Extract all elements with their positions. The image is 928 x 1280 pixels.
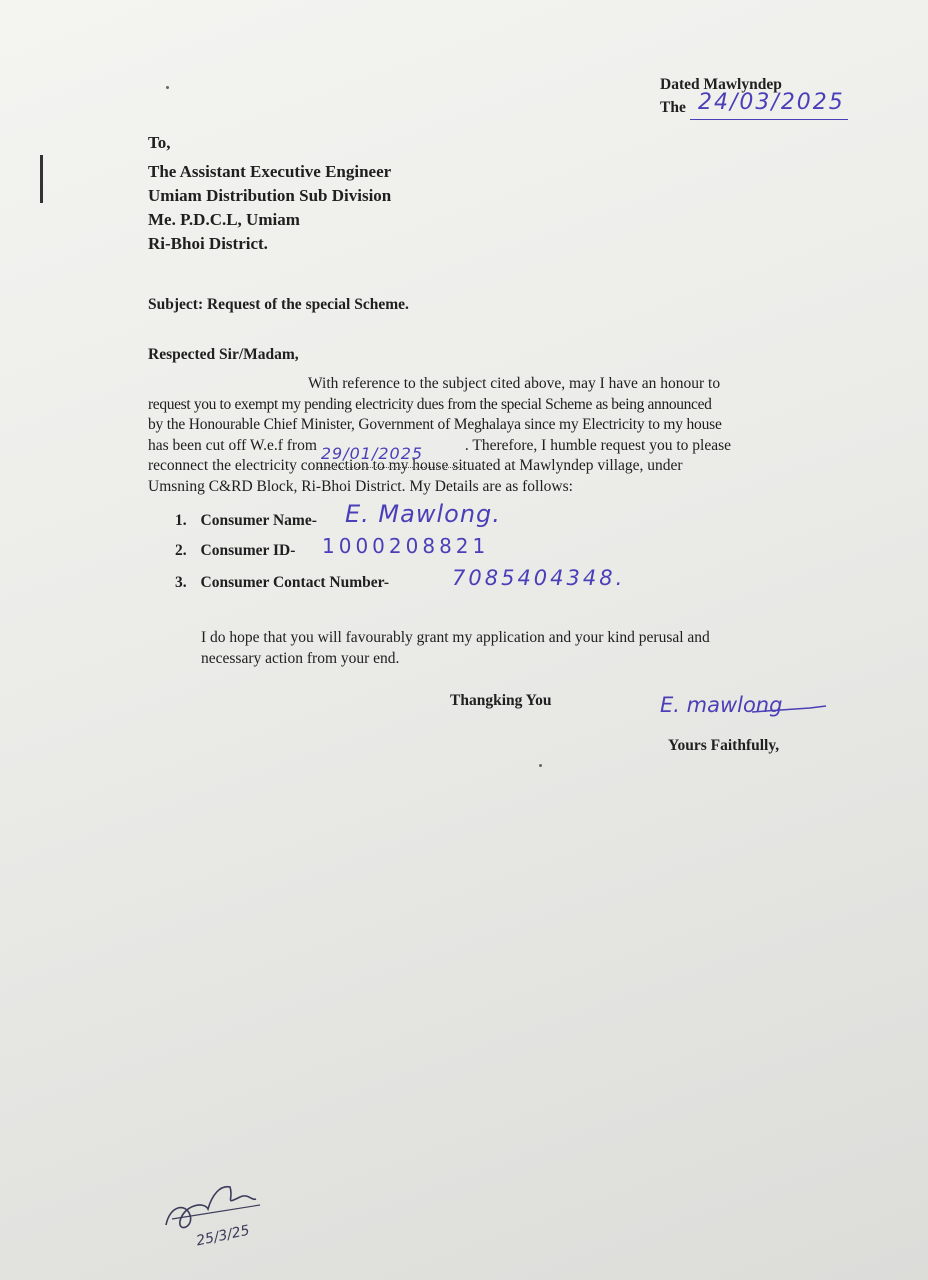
dated-label: Dated Mawlyndep: [660, 76, 782, 93]
body-line: With reference to the subject cited above, may I have an honour to: [308, 375, 721, 392]
subject-line: Subject: Request of the special Scheme.: [148, 296, 409, 313]
recipient-line: Ri-Bhoi District.: [148, 234, 268, 253]
body-line: Umsning C&RD Block, Ri-Bhoi District. My Details are as follows:: [148, 477, 573, 495]
body-line: reconnect the electricity connection to my house situated at Mawlyndep village, under: [148, 457, 683, 474]
the-label: The: [660, 99, 686, 116]
detail-item-contact: [175, 574, 389, 592]
pencil-dot: [539, 764, 542, 767]
pencil-dot: [166, 86, 169, 89]
contact-number-handwritten: 7085404348.: [452, 566, 626, 590]
cutoff-suffix: . Therefore, I humble request you to please: [464, 436, 732, 454]
closing-paragraph: [201, 628, 801, 669]
body-line: by the Honourable Chief Minister, Government of Meghalaya since my Electricity to my house: [148, 416, 722, 433]
received-date: 25/3/25: [194, 1222, 252, 1250]
closing-line: necessary action from your end.: [201, 649, 400, 667]
detail-label: Consumer Contact Number-: [200, 574, 390, 591]
body-paragraph: [148, 374, 814, 497]
yours-faithfully: Yours Faithfully,: [668, 737, 780, 754]
consumer-id-handwritten: 1000208821: [322, 534, 490, 558]
cutoff-date-handwritten: 29/01/2025: [320, 443, 424, 463]
detail-item-id: [175, 542, 295, 560]
body-line-cutoff: [148, 436, 814, 463]
cutoff-prefix: has been cut off W.e.f from: [148, 436, 317, 454]
detail-num: 2.: [175, 542, 187, 559]
date-underline: [690, 119, 848, 120]
detail-item-name: [175, 512, 317, 530]
recipient-line: The Assistant Executive Engineer: [148, 162, 392, 181]
signature-flourish: [750, 702, 830, 722]
thanks-text: Thangking You: [450, 692, 552, 709]
recipient-line: Me. P.D.C.L, Umiam: [148, 210, 300, 229]
greeting: Respected Sir/Madam,: [148, 346, 299, 363]
recipient-line: Umiam Distribution Sub Division: [148, 186, 392, 205]
cutoff-date-dotline: [317, 467, 463, 468]
detail-label: Consumer Name-: [200, 512, 317, 529]
signature-handwritten: E. mawlong: [660, 693, 783, 717]
date-handwritten: 24/03/2025: [698, 90, 845, 115]
margin-mark: [40, 155, 43, 203]
closing-line: I do hope that you will favourably grant my application and your kind perusal and: [201, 629, 710, 646]
recipient-address: [148, 160, 391, 256]
detail-num: 1.: [175, 512, 187, 529]
consumer-name-handwritten: E. Mawlong.: [345, 500, 501, 528]
to-salutation: To,: [148, 133, 171, 152]
detail-num: 3.: [175, 574, 187, 591]
body-line: request you to exempt my pending electricity dues from the special Scheme as being announced: [148, 395, 712, 413]
detail-label: Consumer ID-: [200, 542, 296, 559]
